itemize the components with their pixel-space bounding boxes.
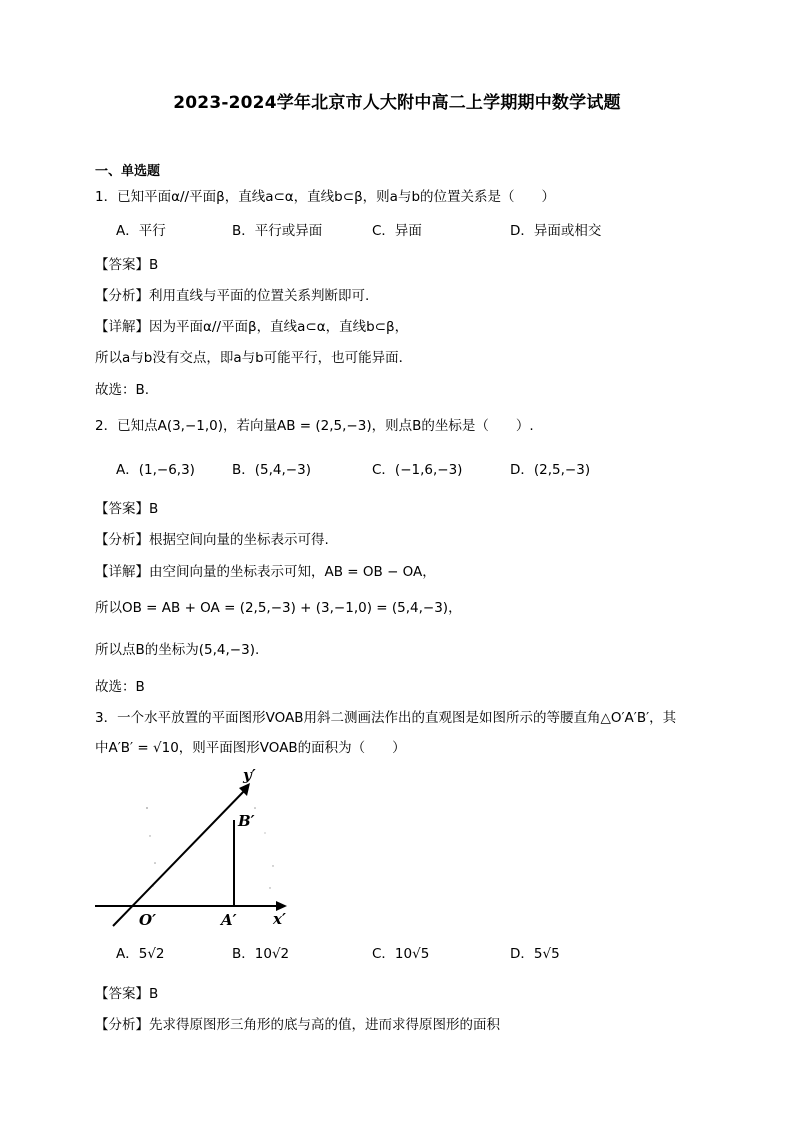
q2-option-b: B．(5,4,−3)	[232, 462, 311, 478]
q2-option-c: C．(−1,6,−3)	[372, 462, 463, 478]
q1-choice: 故选：B.	[95, 382, 150, 398]
section-heading: 一、单选题	[95, 164, 161, 179]
page-title: 2023-2024学年北京市人大附中高二上学期期中数学试题	[173, 93, 621, 113]
q3-option-a: A．5√2	[116, 946, 165, 962]
q2-answer: 【答案】B	[95, 501, 159, 517]
q2-option-d: D．(2,5,−3)	[510, 462, 591, 478]
q3-stem-line-1: 3．一个水平放置的平面图形VOAB用斜二测画法作出的直观图是如图所示的等腰直角△O′A′B′，其	[95, 710, 677, 726]
q3-answer: 【答案】B	[95, 986, 159, 1002]
q1-option-c: C．异面	[372, 223, 422, 239]
q2-stem: 2．已知点A(3,−1,0)，若向量AB = (2,5,−3)，则点B的坐标是（ ）.	[95, 418, 534, 434]
q2-detail-1: 【详解】由空间向量的坐标表示可知，AB = OB − OA，	[95, 564, 436, 580]
label-x: x′	[273, 910, 286, 928]
q1-analysis: 【分析】利用直线与平面的位置关系判断即可.	[95, 288, 370, 304]
q3-option-d: D．5√5	[510, 946, 560, 962]
q3-option-c: C．10√5	[372, 946, 430, 962]
label-o: O′	[139, 911, 157, 929]
q3-option-b: B．10√2	[232, 946, 290, 962]
q1-option-d: D．异面或相交	[510, 223, 602, 239]
q3-analysis: 【分析】先求得原图形三角形的底与高的值，进而求得原图形的面积	[95, 1017, 500, 1033]
q2-option-a: A．(1,−6,3)	[116, 462, 195, 478]
q2-choice: 故选：B	[95, 679, 145, 695]
label-b: B′	[238, 812, 255, 830]
q3-figure	[95, 768, 305, 938]
q2-detail-2: 所以OB = AB + OA = (2,5,−3) + (3,−1,0) = (5,4,−3)，	[95, 600, 462, 616]
q2-detail-3: 所以点B的坐标为(5,4,−3).	[95, 642, 260, 658]
q3-stem-line-2: 中A′B′ = √10，则平面图形VOAB的面积为（ ）	[95, 740, 406, 756]
q2-analysis: 【分析】根据空间向量的坐标表示可得.	[95, 532, 329, 548]
q1-option-b: B．平行或异面	[232, 223, 323, 239]
q1-detail-1: 【详解】因为平面α//平面β，直线a⊂α，直线b⊂β，	[95, 319, 409, 335]
label-y: y′	[243, 768, 256, 784]
q1-detail-2: 所以a与b没有交点，即a与b可能平行，也可能异面．	[95, 350, 413, 366]
q1-answer: 【答案】B	[95, 257, 159, 273]
q1-stem: 1．已知平面α//平面β，直线a⊂α，直线b⊂β，则a与b的位置关系是（ ）	[95, 189, 556, 205]
label-a: A′	[221, 911, 237, 929]
q1-option-a: A．平行	[116, 223, 166, 239]
